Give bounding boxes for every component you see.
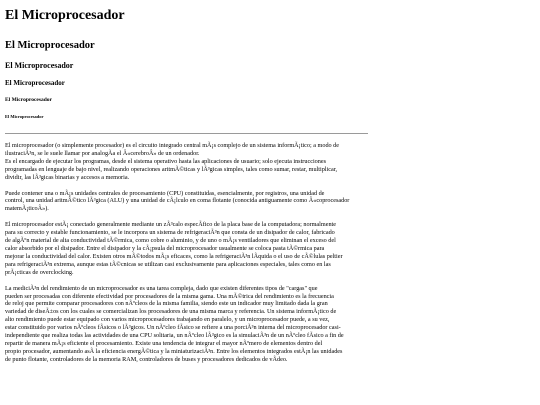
paragraph-intro (5, 142, 377, 182)
paragraph-line: El microprocesador estÃ¡ conectado generalmente mediante un zÃ³calo especÃfico de la placa base de la computadora; normalmente (5, 221, 337, 229)
paragraph-line: El microprocesador (o simplemente procesador) es el circuito integrado central mÃ¡s complejo de un sistema informÃ¡tico; a modo de (5, 142, 340, 149)
heading-level-3: El Microprocesador (5, 61, 74, 70)
heading-level-4: El Microprocesador (5, 79, 65, 87)
horizontal-rule (5, 133, 368, 134)
heading-level-2: El Microprocesador (5, 40, 95, 51)
article-body (5, 142, 377, 364)
paragraph-line: de reloj que permite comparar procesadores con nÃºcleos de la misma familia, siendo este un indicador muy limitado dada la gran (5, 300, 328, 308)
paragraph-line: variedad de diseÃ±os con los cuales se comercializan los procesadores de una misma marca y referencia. Un sistema informÃ¡tico de (5, 308, 337, 316)
paragraph-line: Es el encargado de ejecutar los programas, desde el sistema operativo hasta las aplicaciones de usuario; solo ejecuta instrucciones (5, 157, 327, 165)
paragraph-line: Puede contener una o mÃ¡s unidades centrales de procesamiento (CPU) constituidas, esencialmente, por registros, una unidad de (5, 189, 325, 197)
paragraph-line: matemÃ¡ticoÂ»). (5, 205, 49, 213)
paragraph-line: programadas en lenguaje de bajo nivel, realizando operaciones aritmÃ©ticas y lÃ³gicas simples, tales como sumar, restar, multiplicar, (5, 165, 338, 173)
paragraph-line: para refrigeraciÃ³n extrema, aunque estas tÃ©cnicas se utilizan casi exclusivamente para aplicaciones especiales, tales como en las (5, 260, 331, 268)
paragraph-line: control, una unidad aritmÃ©tico lÃ³gica (ALU) y una unidad de cÃ¡lculo en coma flotante (conocida antiguamente como Â«coprocesador (5, 197, 350, 205)
paragraph-line: ilustraciÃ³n, se le suele llamar por analogÃa el Â«cerebroÂ» de un ordenador. (5, 149, 200, 157)
paragraph-cooling (5, 221, 377, 276)
paragraph-line: de algÃºn material de alta conductividad tÃ©rmica, como cobre o aluminio, y de uno o mÃ¡s ventiladores que eliminan el exceso del (5, 237, 336, 245)
paragraph-line: La mediciÃ³n del rendimiento de un microprocesador es una tarea compleja, dado que existen diferentes tipos de "cargas" que (5, 284, 318, 292)
heading-level-1: El Microprocesador (5, 8, 125, 23)
paragraph-line: dividir, las lÃ³gicas binarias y accesos a memoria. (5, 173, 130, 181)
paragraph-line: prÃ¡cticas de overclocking. (5, 268, 74, 276)
paragraph-line: estar constituido por varios nÃºcleos fÃsicos o lÃ³gicos. Un nÃºcleo fÃsico se refiere a una porciÃ³n interna del microprocesador casi- (5, 324, 341, 332)
paragraph-line: pueden ser procesadas con diferente efectividad por procesadores de la misma gama. Una mÃ©trica del rendimiento es la frecuencia (5, 292, 334, 300)
heading-level-6: El Microprocesador (5, 114, 44, 119)
paragraph-line: calor absorbido por el disipador. Entre el disipador y la cÃ¡psula del microprocesador usualmente se coloca pasta tÃ©rmica para (5, 244, 325, 252)
paragraph-line: repartir de manera mÃ¡s eficiente el procesamiento. Existe una tendencia de integrar el mayor nÃºmero de elementos dentro del (5, 339, 323, 347)
paragraph-line: mejorar la conductividad del calor. Existen otros mÃ©todos mÃ¡s eficaces, como la refrigeraciÃ³n lÃquida o el uso de cÃ©lulas peltier (5, 252, 343, 260)
paragraph-cpu-units (5, 190, 377, 214)
paragraph-line: propio procesador, aumentando asÃ la eficiencia energÃ©tica y la miniaturizaciÃ³n. Entre los elementos integrados estÃ¡n las unidades (5, 347, 343, 355)
paragraph-performance (5, 285, 377, 364)
paragraph-line: de punto flotante, controladores de la memoria RAM, controladores de buses y procesadores dedicados de vÃdeo. (5, 355, 288, 363)
paragraph-line: para su correcto y estable funcionamiento, se le incorpora un sistema de refrigeraciÃ³n que consta de un disipador de calor, fabricado (5, 229, 335, 237)
paragraph-line: alto rendimiento puede estar equipado con varios microprocesadores trabajando en paralelo, y un microprocesador puede, a su vez, (5, 316, 330, 324)
paragraph-line: independiente que realiza todas las actividades de una CPU solitaria, un nÃºcleo lÃ³gico es la simulaciÃ³n de un nÃºcleo fÃsico a fin de (5, 332, 344, 340)
heading-level-5: El Microprocesador (5, 97, 52, 103)
